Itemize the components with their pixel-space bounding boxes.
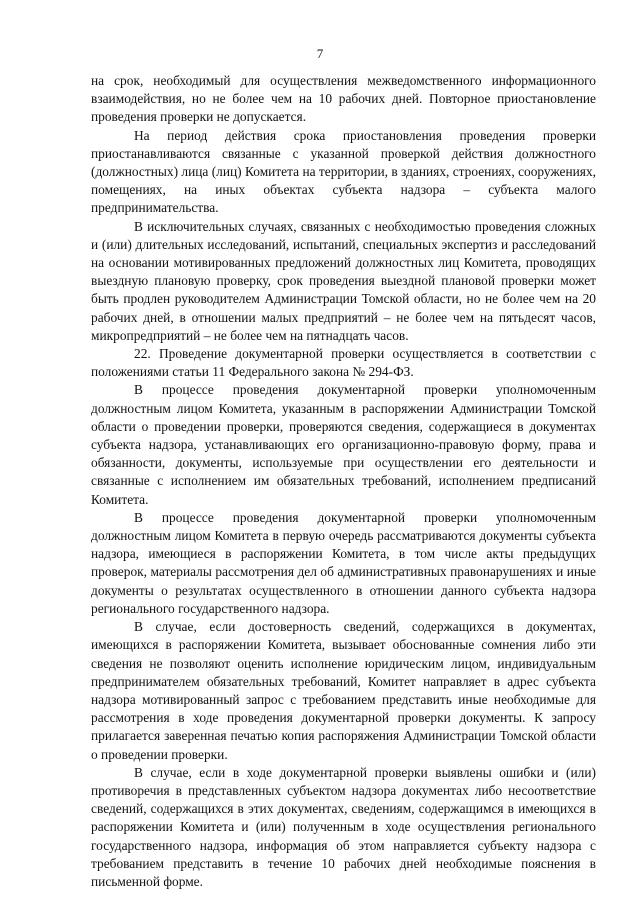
paragraph-exceptional-extension: В исключительных случаях, связанных с необходимостью проведения сложных и (или) длительных исследований, испытаний, специальных экспертиз и расследований на основании мотивированных предложений должностных лиц Комитета, проводящих выездную плановую проверку, срок проведения выездной плановой проверки может быть продлен руководителем Администрации Томской области, но не более чем на 20 рабочих дней, в отношении малых предприятий – не более чем на пятьдесят часов, микропредприятий – не более чем на пятнадцать часов. (91, 218, 596, 343)
paragraph-suspension-term-continued: на срок, необходимый для осуществления межведомственного информационного взаимодействия, но не более чем на 10 рабочих дней. Повторное приостановление проведения проверки не допускается. (91, 73, 596, 125)
paragraph-reasoned-request: В случае, если достоверность сведений, содержащихся в документах, имеющихся в распоряжении Комитета, вызывает обоснованные сомнения либо эти сведения не позволяют оценить исполнение юридическим лицом, индивидуальным предпринимателем обязательных требований, Комитет направляет в адрес субъекта надзора мотивированный запрос с требованием представить иные необходимые для рассмотрения в ходе проведения документарной проверки документы. К запросу прилагается заверенная печатью копия распоряжения Администрации Томской области о проведении проверки. (91, 619, 596, 762)
paragraph-22-documentary-check: 22. Проведение документарной проверки осуществляется в соответствии с положениями статьи 11 Федерального закона № 294-ФЗ. (91, 346, 596, 380)
paragraph-documents-reviewed-first: В процессе проведения документарной проверки уполномоченным должностным лицом Комитета в первую очередь рассматриваются документы субъекта надзора, имеющиеся в распоряжении Комитета, в том числе акты предыдущих проверок, материалы рассмотрения дел об административных правонарушениях и иные документы о результатах осуществленного в отношении данного субъекта надзора регионального государственного надзора. (91, 509, 596, 616)
paragraph-errors-contradictions: В случае, если в ходе документарной проверки выявлены ошибки и (или) противоречия в представленных субъектом надзора документах либо несоответствие сведений, содержащихся в этих документах, сведениям, содержащимся в имеющихся в распоряжении Комитета и (или) полученным в ходе осуществления регионального государственного надзора, информация об этом направляется субъекту надзора с требованием представить в течение 10 рабочих дней необходимые пояснения в письменной форме. (91, 764, 596, 889)
page-number: 7 (316, 46, 324, 61)
document-body (91, 72, 596, 891)
paragraph-suspension-actions: На период действия срока приостановления проведения проверки приостанавливаются связанные с указанной проверкой действия должностного (должностных) лица (лиц) Комитета на территории, в зданиях, строениях, сооружениях, помещениях, на иных объектах субъекта надзора – субъекта малого предпринимательства. (91, 127, 596, 216)
paragraph-documents-checked: В процессе проведения документарной проверки уполномоченным должностным лицом Комитета, указанным в распоряжении Администрации Томской области о проведении проверки, проверяются сведения, содержащиеся в документах субъекта надзора, устанавливающих его организационно-правовую форму, права и обязанности, документы, используемые при осуществлении его деятельности и связанные с исполнением им обязательных требований, исполнением предписаний Комитета. (91, 382, 596, 507)
